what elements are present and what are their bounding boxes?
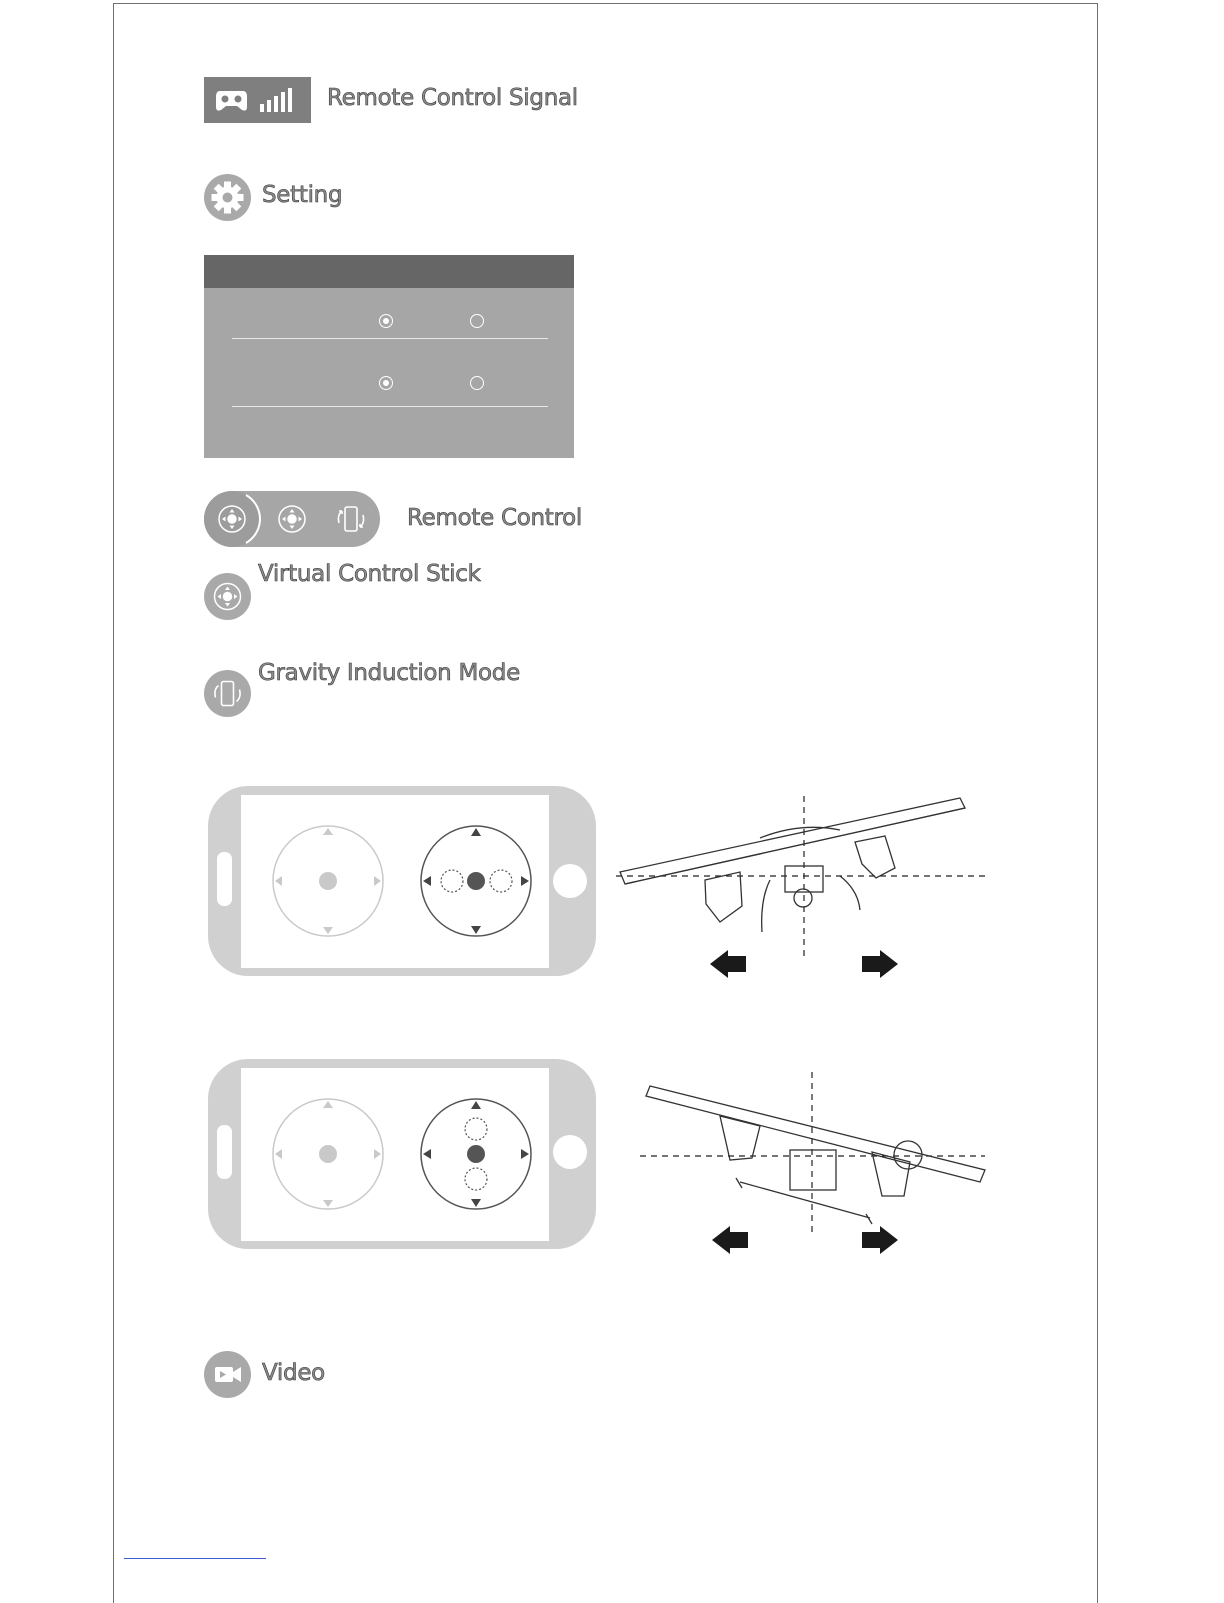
setting-title: Setting [262, 182, 343, 208]
video-camera-icon [204, 1351, 251, 1398]
remote-signal-title: Remote Control Signal [327, 85, 578, 111]
footer-rule [124, 1558, 266, 1559]
gravity-mode-title: Gravity Induction Mode [258, 660, 520, 686]
remote-control-title: Remote Control [407, 505, 582, 531]
virtual-stick-title: Virtual Control Stick [258, 561, 481, 587]
video-title: Video [262, 1360, 325, 1386]
